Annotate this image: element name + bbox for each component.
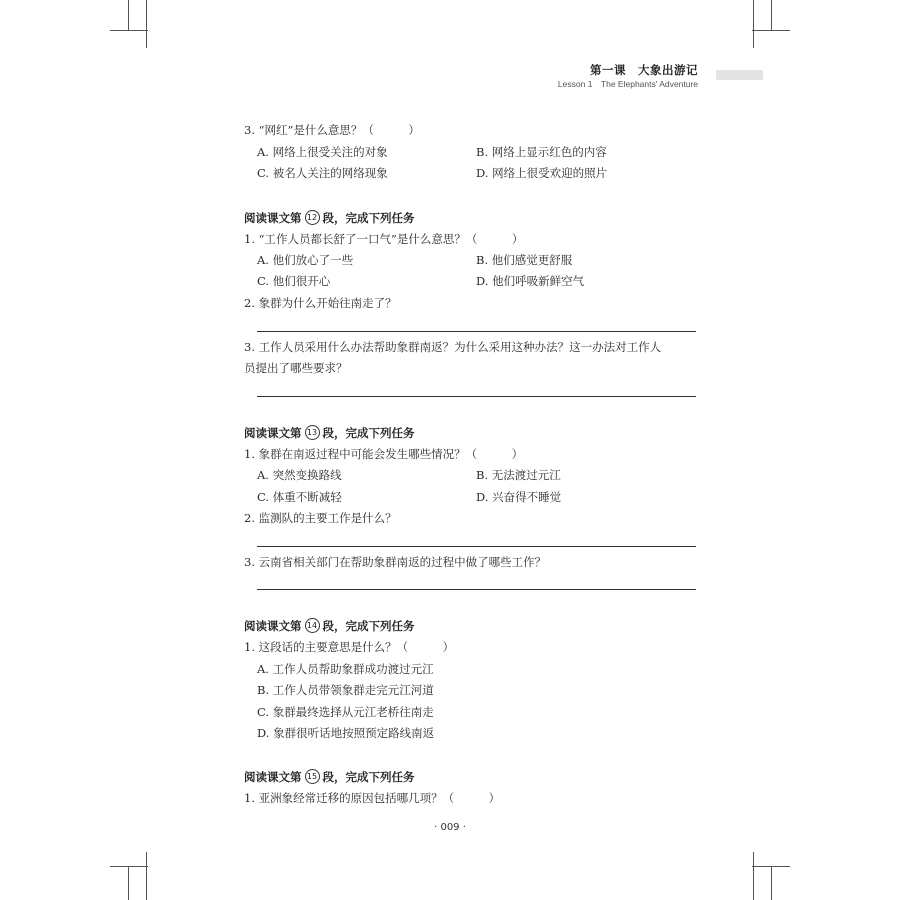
option-c: C. 体重不断减轻 — [257, 490, 342, 504]
question-stem: 1. “工作人员都长舒了一口气”是什么意思？（ ） — [244, 232, 524, 246]
question-stem: 3. 工作人员采用什么办法帮助象群南返？为什么采用这种办法？这一办法对工作人 — [244, 340, 662, 354]
question-stem: 2. 象群为什么开始往南走了？ — [244, 296, 397, 310]
option-d: D. 他们呼吸新鲜空气 — [476, 274, 585, 288]
lesson-title: 第一课 大象出游记 — [590, 63, 698, 77]
option-a: A. 网络上很受关注的对象 — [257, 145, 388, 159]
option-b: B. 无法渡过元江 — [476, 468, 561, 482]
option-c: C. 他们很开心 — [257, 274, 331, 288]
answer-line[interactable] — [257, 396, 696, 397]
option-b: B. 网络上显示红色的内容 — [476, 145, 607, 159]
paragraph-number: 15 — [305, 769, 320, 784]
option-d: D. 兴奋得不睡觉 — [476, 490, 562, 504]
question-stem-continued: 员提出了哪些要求？ — [244, 361, 348, 375]
option-b: B. 工作人员带领象群走完元江河道 — [257, 683, 434, 697]
option-b: B. 他们感觉更舒服 — [476, 253, 573, 267]
page-number: · 009 · — [434, 822, 466, 833]
section-title-15: 阅读课文第 15 段，完成下列任务 — [244, 770, 415, 784]
option-c: C. 象群最终选择从元江老桥往南走 — [257, 705, 434, 719]
question-stem: 3. “网红”是什么意思？（ ） — [244, 123, 420, 137]
option-a: A. 突然变换路线 — [257, 468, 342, 482]
section-title-14: 阅读课文第 14 段，完成下列任务 — [244, 619, 415, 633]
answer-line[interactable] — [257, 589, 696, 590]
question-stem: 1. 这段话的主要意思是什么？（ ） — [244, 640, 455, 654]
answer-line[interactable] — [257, 546, 696, 547]
answer-line[interactable] — [257, 331, 696, 332]
paragraph-number: 14 — [305, 618, 320, 633]
option-a: A. 他们放心了一些 — [257, 253, 354, 267]
section-title-12: 阅读课文第 12 段，完成下列任务 — [244, 211, 415, 225]
paragraph-number: 12 — [305, 210, 320, 225]
question-stem: 2. 监测队的主要工作是什么？ — [244, 511, 397, 525]
question-stem: 3. 云南省相关部门在帮助象群南返的过程中做了哪些工作？ — [244, 555, 547, 569]
paragraph-number: 13 — [305, 425, 320, 440]
section-title-13: 阅读课文第 13 段，完成下列任务 — [244, 426, 415, 440]
option-d: D. 象群很听话地按照预定路线南返 — [257, 726, 435, 740]
option-d: D. 网络上很受欢迎的照片 — [476, 166, 608, 180]
option-a: A. 工作人员帮助象群成功渡过元江 — [257, 662, 434, 676]
option-c: C. 被名人关注的网络现象 — [257, 166, 388, 180]
question-stem: 1. 象群在南返过程中可能会发生哪些情况？（ ） — [244, 447, 524, 461]
lesson-subtitle: Lesson 1 The Elephants' Adventure — [557, 79, 698, 89]
question-stem: 1. 亚洲象经常迁移的原因包括哪几项？（ ） — [244, 791, 501, 805]
